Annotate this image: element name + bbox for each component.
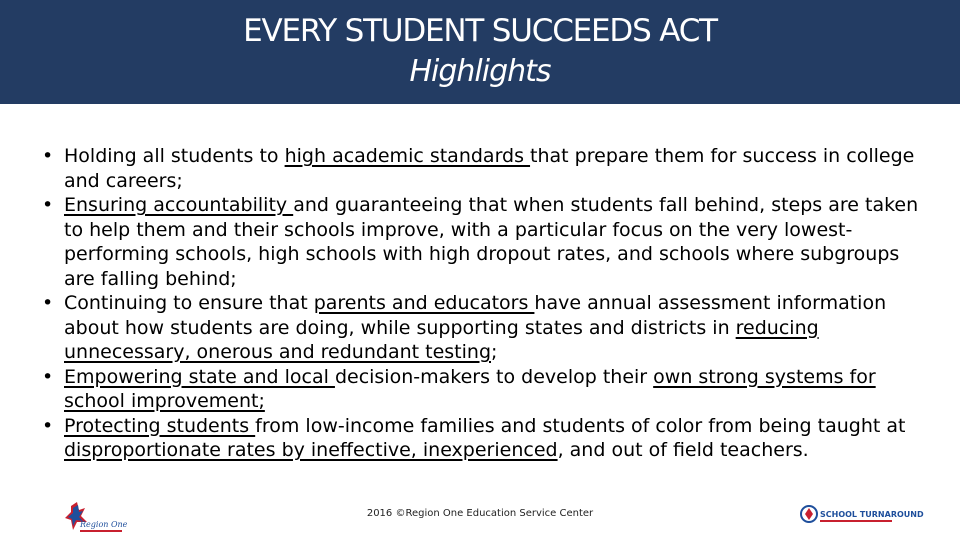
bullet-text: Continuing to ensure that (64, 292, 314, 314)
bullet-text: have annual assessment information about how students are doing, while supporting states and districts in (64, 292, 887, 339)
underlined-phrase: parents and educators (313, 292, 535, 314)
highlights-list (40, 144, 930, 463)
title-banner (0, 0, 960, 104)
underlined-phrase: Ensuring accountability (64, 194, 294, 216)
school-turnaround-logo (798, 500, 924, 530)
bullet-text: that prepare them for success in college and careers; (64, 145, 915, 192)
underlined-phrase: high academic standards (284, 145, 531, 167)
svg-text:SCHOOL TURNAROUND: SCHOOL TURNAROUND (820, 510, 924, 519)
copyright-footer: 2016 ©Region One Education Service Center (366, 508, 594, 519)
svg-text:Region One: Region One (80, 520, 128, 529)
bullet-text: decision-makers to develop their (334, 365, 654, 388)
bullet-text: from low-income families and students of color from being taught at (255, 414, 906, 437)
underlined-phrase: reducing unnecessary, onerous and redundant testing (64, 316, 819, 363)
underlined-phrase: Empowering state and local (64, 365, 335, 388)
slide-subtitle: Highlights (409, 54, 551, 89)
bullet-item (40, 414, 930, 463)
bullet-text: ; (491, 341, 498, 363)
bullet-text: , and out of field teachers. (557, 439, 809, 461)
bullet-text: Holding all students to (64, 145, 285, 167)
underlined-phrase: Protecting students (64, 414, 256, 437)
bullet-item (40, 193, 930, 291)
bullet-item (40, 144, 930, 193)
bullet-text: and guaranteeing that when students fall behind, steps are taken to help them and their schools improve, with a particular focus on the very lowest-performing schools, high schools with high dropout rates, and schools where subgroups are falling behind; (64, 194, 919, 290)
bullet-item (40, 291, 930, 365)
underlined-phrase: disproportionate rates by ineffective, inexperienced (64, 439, 558, 461)
bullet-item (40, 365, 930, 414)
slide-title: EVERY STUDENT SUCCEEDS ACT (243, 13, 717, 49)
underlined-phrase: own strong systems for school improvement; (64, 365, 876, 412)
